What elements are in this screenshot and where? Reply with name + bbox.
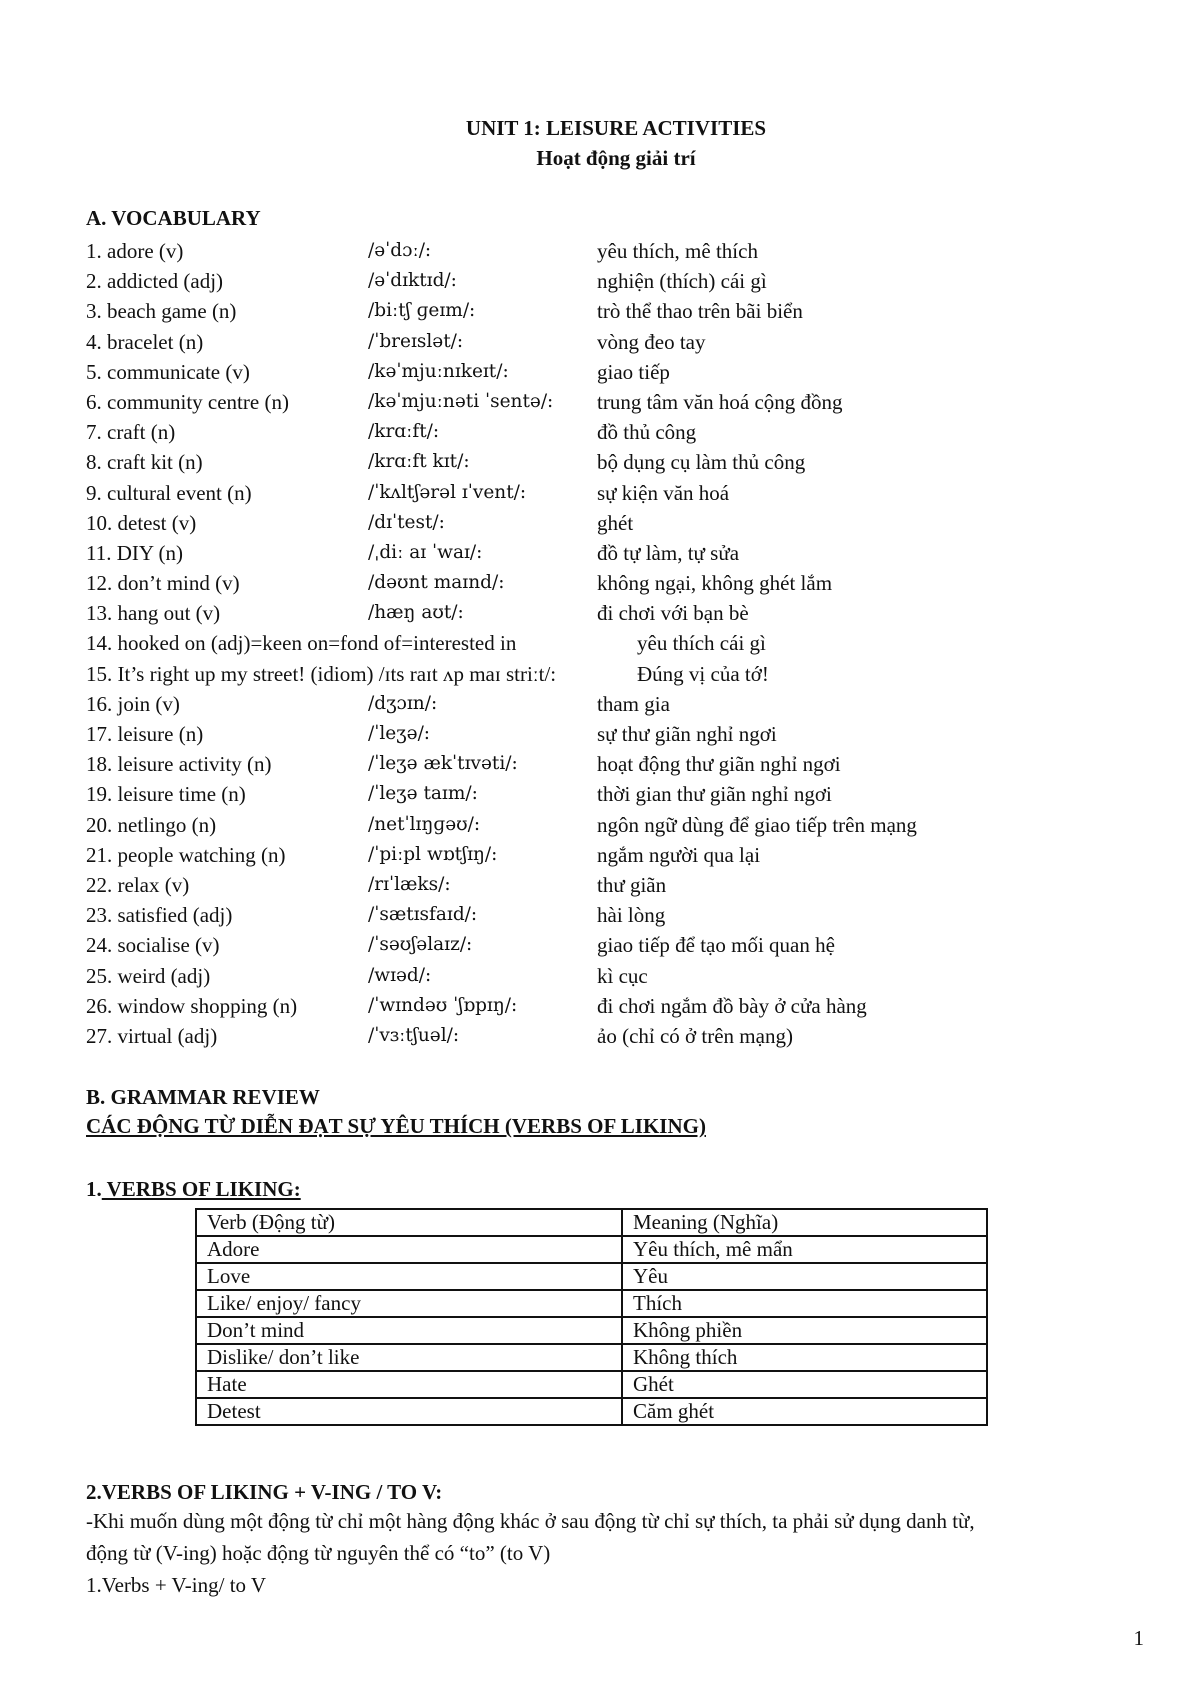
vocab-ipa: /krɑːft kɪt/: — [368, 451, 470, 473]
vocab-ipa: /dəʊnt maɪnd/: — [368, 572, 505, 594]
table-header-cell: Meaning (Nghĩa) — [622, 1209, 987, 1236]
verb-cell: Don’t mind — [196, 1317, 622, 1344]
vocabulary-row — [86, 417, 1146, 447]
vocab-ipa: /krɑːft/: — [368, 421, 440, 443]
vocabulary-row — [86, 900, 1146, 930]
vocab-ipa: /wɪəd/: — [368, 964, 432, 986]
vocab-word: 15. It’s right up my street! (idiom) /ɪts raɪt ʌp maɪ striːt/: — [86, 661, 557, 686]
vocabulary-row — [86, 961, 1146, 991]
table-row — [196, 1344, 987, 1371]
vocab-ipa: /kəˈmjuːnɪkeɪt/: — [368, 360, 509, 382]
vocab-meaning: thời gian thư giãn nghỉ ngơi — [597, 782, 832, 807]
vocab-meaning: sự kiện văn hoá — [597, 480, 730, 505]
vocabulary-row — [86, 447, 1146, 477]
vocab-meaning: đồ tự làm, tự sửa — [597, 540, 740, 565]
vocab-word: 2. addicted (adj) — [86, 269, 224, 294]
unit-title: UNIT 1: LEISURE ACTIVITIES — [465, 116, 767, 140]
vocab-meaning: Đúng vị của tớ! — [637, 661, 769, 686]
table-row — [196, 1317, 987, 1344]
vocabulary-row — [86, 628, 1146, 658]
vocab-meaning: ngắm người qua lại — [597, 842, 761, 867]
vocab-ipa: /netˈlɪŋɡəʊ/: — [368, 813, 481, 835]
verb-cell: Like/ enjoy/ fancy — [196, 1290, 622, 1317]
vocab-word: 24. socialise (v) — [86, 933, 220, 958]
vocab-meaning: nghiện (thích) cái gì — [597, 269, 767, 294]
vocab-meaning: tham gia — [597, 691, 670, 716]
vocabulary-row — [86, 236, 1146, 266]
table-row — [196, 1371, 987, 1398]
vocab-ipa: /ˈpiːpl wɒtʃɪŋ/: — [368, 843, 498, 865]
vocab-word: 3. beach game (n) — [86, 299, 237, 324]
vocab-ipa: /ˈwɪndəʊ ˈʃɒpɪŋ/: — [368, 994, 518, 1016]
paragraph-line: 1.Verbs + V-ing/ to V — [86, 1573, 267, 1597]
vocab-ipa: /ˈleʒə ækˈtɪvəti/: — [368, 753, 518, 775]
section-title: VERBS OF LIKING: — [101, 1177, 301, 1201]
vocab-word: 1. adore (v) — [86, 239, 184, 263]
vocab-word: 9. cultural event (n) — [86, 480, 252, 505]
vocabulary-row — [86, 719, 1146, 749]
verb-cell: Hate — [196, 1371, 622, 1398]
verb-cell: Adore — [196, 1236, 622, 1263]
vocab-meaning: yêu thích, mê thích — [597, 239, 758, 263]
grammar-subheading: CÁC ĐỘNG TỪ DIỄN ĐẠT SỰ YÊU THÍCH (VERBS OF LIKING) — [86, 1114, 706, 1138]
vocab-ipa: /ˈleʒə taɪm/: — [368, 783, 478, 805]
vocabulary-row — [86, 991, 1146, 1021]
vocab-ipa: /biːtʃ ɡeɪm/: — [368, 300, 476, 322]
vocab-word: 27. virtual (adj) — [86, 1023, 218, 1048]
vocab-word: 10. detest (v) — [86, 510, 197, 535]
vocab-meaning: sự thư giãn nghỉ ngơi — [597, 722, 777, 746]
vocab-meaning: ghét — [597, 510, 634, 535]
vocab-ipa: /dɪˈtest/: — [368, 511, 445, 533]
vocab-meaning: trò thể thao trên bãi biển — [597, 299, 803, 324]
vocabulary-row — [86, 598, 1146, 628]
vocabulary-row — [86, 296, 1146, 326]
vocab-meaning: yêu thích cái gì — [637, 631, 766, 656]
vocab-ipa: /dʒɔɪn/: — [368, 692, 438, 714]
vocabulary-row — [86, 508, 1146, 538]
table-row — [196, 1236, 987, 1263]
vocab-ipa: /ˈsəʊʃəlaɪz/: — [368, 934, 473, 956]
vocab-ipa: /ˈbreɪslət/: — [368, 330, 464, 352]
table-row — [196, 1263, 987, 1290]
vocab-meaning: hài lòng — [597, 903, 666, 928]
vocab-ipa: /ˈleʒə/: — [368, 723, 431, 744]
vocab-meaning: vòng đeo tay — [597, 329, 706, 354]
table-header-row — [196, 1209, 987, 1236]
vocab-word: 5. communicate (v) — [86, 359, 250, 384]
unit-subtitle: Hoạt động giải trí — [536, 146, 696, 170]
vocabulary-row — [86, 870, 1146, 900]
verb-cell: Detest — [196, 1398, 622, 1425]
vocab-meaning: ngôn ngữ dùng để giao tiếp trên mạng — [597, 812, 917, 837]
vocabulary-row — [86, 266, 1146, 296]
meaning-cell: Yêu — [622, 1263, 987, 1290]
vocab-word: 21. people watching (n) — [86, 842, 286, 867]
vocab-word: 18. leisure activity (n) — [86, 752, 272, 777]
vocab-word: 12. don’t mind (v) — [86, 571, 240, 596]
vocabulary-row — [86, 387, 1146, 417]
vocab-word: 26. window shopping (n) — [86, 993, 298, 1018]
vocab-ipa: /əˈdɪktɪd/: — [368, 270, 457, 292]
vocab-ipa: /əˈdɔː/: — [368, 240, 432, 261]
paragraph-line: -Khi muốn dùng một động từ chỉ một hàng động khác ở sau động từ chỉ sự thích, ta phải sử dụng danh từ, — [86, 1509, 975, 1533]
vocab-meaning: đồ thủ công — [597, 420, 697, 445]
vocab-meaning: đi chơi ngắm đồ bày ở cửa hàng — [597, 993, 867, 1018]
vocab-word: 17. leisure (n) — [86, 722, 204, 746]
vocab-word: 4. bracelet (n) — [86, 329, 204, 354]
vocab-meaning: giao tiếp để tạo mối quan hệ — [597, 933, 835, 958]
meaning-cell: Ghét — [622, 1371, 987, 1398]
vocabulary-row — [86, 840, 1146, 870]
vocab-ipa: /ˈvɜːtʃuəl/: — [368, 1024, 460, 1046]
vocabulary-row — [86, 779, 1146, 809]
meaning-cell: Không thích — [622, 1344, 987, 1371]
grammar-heading: B. GRAMMAR REVIEW — [86, 1085, 320, 1109]
section-number: 1. — [86, 1177, 102, 1201]
vocab-meaning: kì cục — [597, 963, 648, 988]
vocab-ipa: /ˌdiː aɪ ˈwaɪ/: — [368, 541, 483, 563]
vocabulary-row — [86, 478, 1146, 508]
vocabulary-row — [86, 810, 1146, 840]
meaning-cell: Không phiền — [622, 1317, 987, 1344]
vocabulary-row — [86, 568, 1146, 598]
vocab-word: 11. DIY (n) — [86, 540, 184, 565]
vocabulary-row — [86, 357, 1146, 387]
vocab-word: 19. leisure time (n) — [86, 782, 246, 807]
vocab-word: 13. hang out (v) — [86, 601, 221, 626]
meaning-cell: Thích — [622, 1290, 987, 1317]
vocabulary-row — [86, 1021, 1146, 1051]
vocab-word: 22. relax (v) — [86, 872, 190, 897]
meaning-cell: Yêu thích, mê mẩn — [622, 1236, 987, 1263]
vocabulary-row — [86, 930, 1146, 960]
vocab-meaning: đi chơi với bạn bè — [597, 601, 749, 626]
vocab-ipa: /ˈkʌltʃərəl ɪˈvent/: — [368, 481, 527, 503]
table-row — [196, 1290, 987, 1317]
vocab-meaning: ảo (chỉ có ở trên mạng) — [597, 1023, 793, 1048]
table-row — [196, 1398, 987, 1425]
vocabulary-row — [86, 749, 1146, 779]
verb-cell: Dislike/ don’t like — [196, 1344, 622, 1371]
vocab-meaning: giao tiếp — [597, 359, 670, 384]
page-number: 1 — [1133, 1626, 1144, 1650]
vocab-word: 7. craft (n) — [86, 420, 176, 445]
vocabulary-row — [86, 538, 1146, 568]
vocab-word: 20. netlingo (n) — [86, 812, 217, 837]
paragraph-line: động từ (V-ing) hoặc động từ nguyên thể có “to” (to V) — [86, 1541, 551, 1565]
verbs-of-liking-table — [195, 1208, 988, 1426]
vocabulary-heading: A. VOCABULARY — [86, 206, 261, 230]
vocab-meaning: thư giãn — [597, 872, 667, 897]
vocab-meaning: trung tâm văn hoá cộng đồng — [597, 389, 843, 414]
vocab-word: 16. join (v) — [86, 691, 180, 716]
vocab-word: 23. satisfied (adj) — [86, 903, 233, 928]
vocab-ipa: /kəˈmjuːnəti ˈsentə/: — [368, 390, 554, 412]
verb-cell: Love — [196, 1263, 622, 1290]
vocab-meaning: hoạt động thư giãn nghỉ ngơi — [597, 752, 841, 777]
vocabulary-row — [86, 689, 1146, 719]
vocab-meaning: bộ dụng cụ làm thủ công — [597, 450, 806, 475]
table-header-cell: Verb (Động từ) — [196, 1209, 622, 1236]
vocab-word: 8. craft kit (n) — [86, 450, 203, 475]
vocab-ipa: /rɪˈlæks/: — [368, 873, 451, 895]
verbs-ving-to-v-heading: 2.VERBS OF LIKING + V-ING / TO V: — [86, 1480, 443, 1504]
vocab-ipa: /ˈsætɪsfaɪd/: — [368, 904, 478, 926]
vocab-word: 25. weird (adj) — [86, 963, 211, 988]
vocabulary-row — [86, 659, 1146, 689]
meaning-cell: Căm ghét — [622, 1398, 987, 1425]
vocabulary-list — [86, 236, 1146, 1051]
vocabulary-row — [86, 327, 1146, 357]
vocab-ipa: /hæŋ aʊt/: — [368, 602, 464, 624]
vocab-meaning: không ngại, không ghét lắm — [597, 571, 833, 596]
vocab-word: 14. hooked on (adj)=keen on=fond of=interested in — [86, 631, 517, 656]
verbs-of-liking-heading — [86, 1177, 301, 1202]
vocab-word: 6. community centre (n) — [86, 389, 289, 414]
